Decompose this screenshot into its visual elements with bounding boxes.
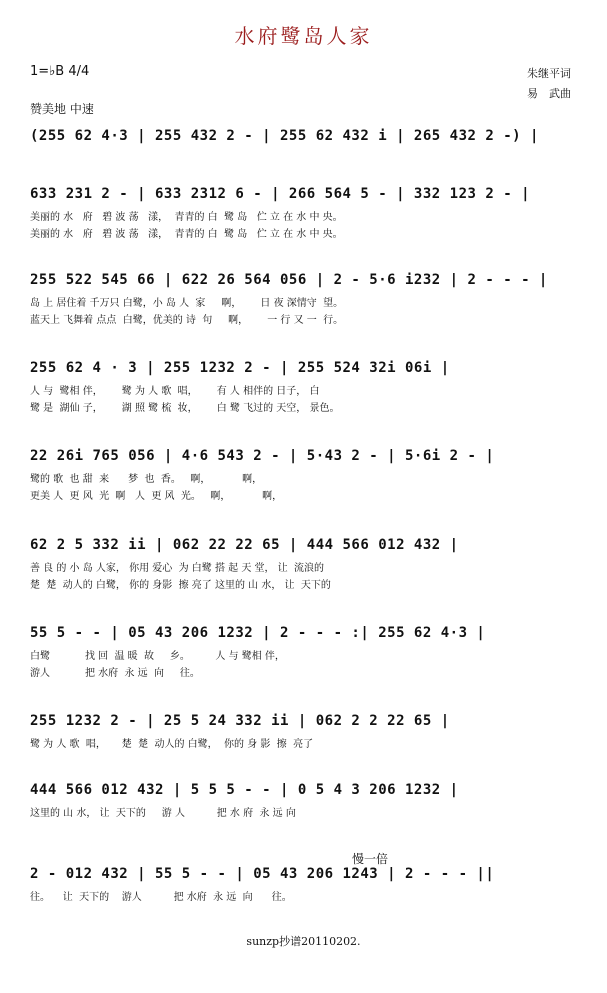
lyric-line: 蓝天上 飞舞着 点点 白鹭，优美的 诗 句 啊， 一 行 又 一 行。 <box>30 315 344 326</box>
lyric-line: 白鹭 找 回 温 暖 故 乡。 人 与 鹭相 伴， <box>30 651 285 662</box>
score-system-8 <box>30 713 578 752</box>
score-system-6 <box>30 537 578 593</box>
score-system-7 <box>30 625 578 681</box>
lyric-line: 美丽的 水 府 碧 波 荡 漾， 青青的 白 鹭 岛 伫 立 在 水 中 央。 <box>30 212 343 223</box>
lyric-line: 美丽的 水 府 碧 波 荡 漾， 青青的 白 鹭 岛 伫 立 在 水 中 央。 <box>30 229 343 240</box>
notes-line: 255 62 4 · 3 | 255 1232 2 - | 255 524 32i 06i | <box>30 360 450 376</box>
tempo-marking: 赞美地 中速 <box>30 102 94 116</box>
lyric-line: 这里的 山 水， 让 天下的 游 人 把 水 府 永 远 向 <box>30 808 296 819</box>
notes-line: 633 231 2 - | 633 2312 6 - | 266 564 5 - | 332 123 2 - | <box>30 186 531 202</box>
tempo-annotation: 慢一倍 <box>352 852 389 866</box>
notes-line: 55 5 - - | 05 43 206 1232 | 2 - - - :| 255 62 4·3 | <box>30 625 486 641</box>
score-system-3 <box>30 272 578 328</box>
score-system-10 <box>30 866 578 905</box>
lyric-line: 往。 让 天下的 游人 把 水府 永 远 向 往。 <box>30 892 292 903</box>
lyric-line: 更美 人 更 风 光 啊 人 更 风 光。 啊， 啊， <box>30 491 283 502</box>
lyric-line: 岛 上 居住着 千万只 白鹭，小 岛 人 家 啊， 日 夜 深情守 望。 <box>30 298 344 309</box>
lyric-line: 鹭的 歌 也 甜 来 梦 也 香。 啊， 啊， <box>30 474 263 485</box>
key-signature: 1=♭B 4/4 <box>30 64 90 79</box>
notes-line: (255 62 4·3 | 255 432 2 - | 255 62 432 i | 265 432 2 -) | <box>30 128 539 144</box>
score-system-4 <box>30 360 578 416</box>
lyric-line: 善 良 的 小 岛 人家， 你用 爱心 为 白鹭 搭 起 天 堂， 让 流浪的 <box>30 563 325 574</box>
lyric-line: 人 与 鹭相 伴， 鹭 为 人 歌 唱， 有 人 相伴的 日子， 白 <box>30 386 320 397</box>
notes-line: 62 2 5 332 ii | 062 22 22 65 | 444 566 012 432 | <box>30 537 459 553</box>
lyric-line: 游人 把 水府 永 远 向 往。 <box>30 668 200 679</box>
notes-line: 444 566 012 432 | 5 5 5 - - | 0 5 4 3 206 1232 | <box>30 782 459 798</box>
notes-line: 22 26i 765 056 | 4·6 543 2 - | 5·43 2 - | 5·6i 2 - | <box>30 448 495 464</box>
credits <box>527 64 571 104</box>
score-system-1 <box>30 128 578 150</box>
lyric-line: 鹭 是 湖仙 子， 湖 照 鹭 梳 妆， 白 鹭 飞过的 天空， 景色。 <box>30 403 340 414</box>
notes-line: 255 522 545 66 | 622 26 564 056 | 2 - 5·6 i232 | 2 - - - | <box>30 272 548 288</box>
lyric-line: 鹭 为 人 歌 唱， 楚 楚 动人的 白鹭， 你的 身 影 擦 亮了 <box>30 739 314 750</box>
score-system-5 <box>30 448 578 504</box>
score-system-9 <box>30 782 578 821</box>
lyric-line: 楚 楚 动人的 白鹭， 你的 身影 擦 亮了 这里的 山 水， 让 天下的 <box>30 580 331 591</box>
composer: 易 武曲 <box>527 87 571 100</box>
score-system-2 <box>30 186 578 242</box>
lyricist: 朱继平词 <box>527 67 571 80</box>
notes-line: 255 1232 2 - | 25 5 24 332 ii | 062 2 2 22 65 | <box>30 713 450 729</box>
notes-line: 2 - 012 432 | 55 5 - - | 05 43 206 1243 | 2 - - - || <box>30 866 495 882</box>
transcriber-footer: sunzp抄谱20110202. <box>246 935 361 948</box>
song-title: 水府鹭岛人家 <box>234 24 373 48</box>
